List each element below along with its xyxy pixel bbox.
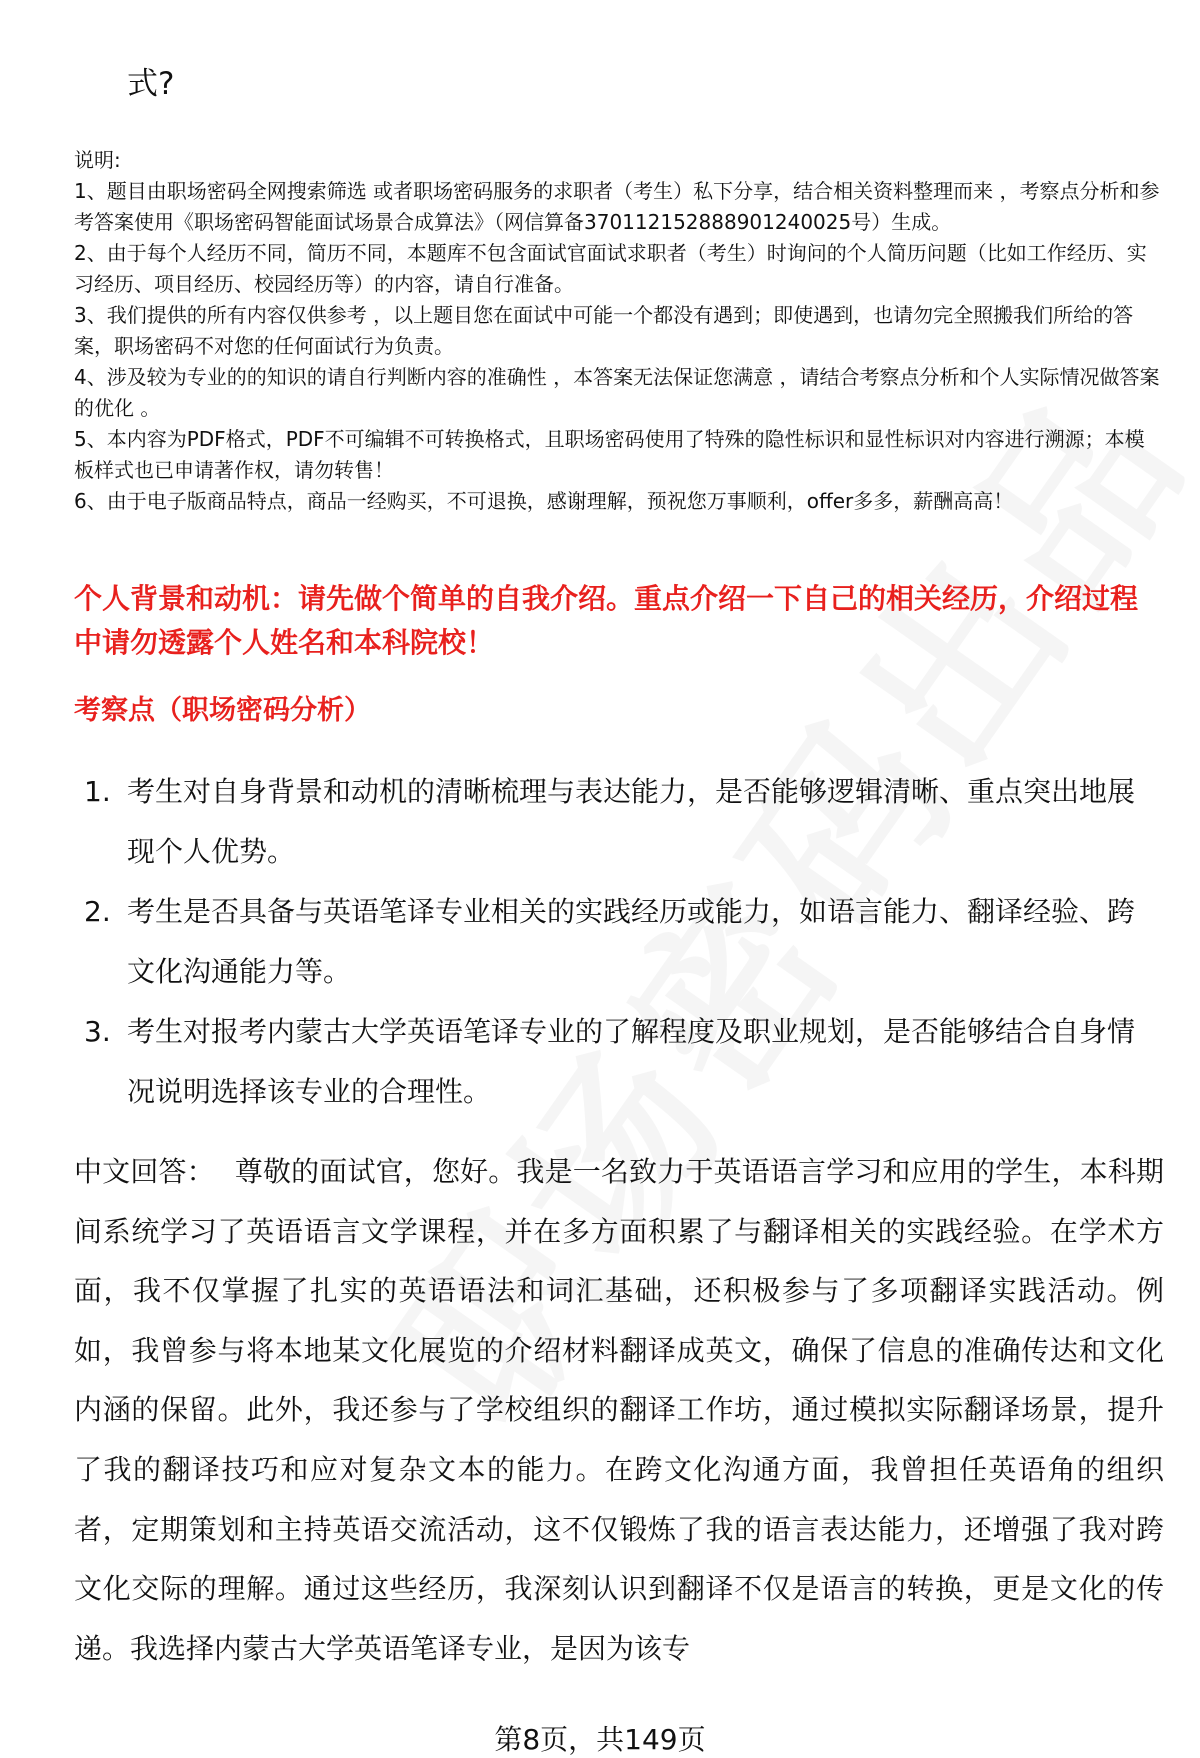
analysis-point <box>84 882 1159 1002</box>
point-number: 2. <box>84 895 111 928</box>
notes-section <box>74 145 1164 517</box>
analysis-point <box>84 1002 1159 1122</box>
answer-text: 尊敬的面试官，您好。我是一名致力于英语语言学习和应用的学生，本科期间系统学习了英语语言文学课程，并在多方面积累了与翻译相关的实践经验。在学术方面，我不仅掌握了扎实的英语语法和词汇基础，还积极参与了多项翻译实践活动。例如，我曾参与将本地某文化展览的介绍材料翻译成英文，确保了信息的准确传达和文化内涵的保留。此外，我还参与了学校组织的翻译工作坊，通过模拟实际翻译场景，提升了我的翻译技巧和应对复杂文本的能力。在跨文化沟通方面，我曾担任英语角的组织者，定期策划和主持英语交流活动，这不仅锻炼了我的语言表达能力，还增强了我对跨文化交际的理解。通过这些经历，我深刻认识到翻译不仅是语言的转换，更是文化的传递。我选择内蒙古大学英语笔译专业，是因为该专 <box>74 1155 1164 1665</box>
answer-label: 中文回答： <box>74 1155 215 1188</box>
analysis-point <box>84 762 1159 882</box>
note-item: 6、由于电子版商品特点，商品一经购买，不可退换，感谢理解，预祝您万事顺利，offer多多，薪酬高高！ <box>74 489 1014 513</box>
analysis-heading: 考察点（职场密码分析） <box>74 695 371 726</box>
point-number: 3. <box>84 1015 111 1048</box>
point-text: 考生对自身背景和动机的清晰梳理与表达能力，是否能够逻辑清晰、重点突出地展现个人优势。 <box>127 775 1136 868</box>
notes-title: 说明: <box>74 148 121 172</box>
point-text: 考生对报考内蒙古大学英语笔译专业的了解程度及职业规划，是否能够结合自身情况说明选择该专业的合理性。 <box>127 1015 1136 1108</box>
page-number: 第8页，共149页 <box>494 1723 706 1756</box>
point-text: 考生是否具备与英语笔译专业相关的实践经历或能力，如语言能力、翻译经验、跨文化沟通能力等。 <box>127 895 1136 988</box>
note-item: 3、我们提供的所有内容仅供参考 ，以上题目您在面试中可能一个都没有遇到；即使遇到，也请勿完全照搬我们所给的答案，职场密码不对您的任何面试行为负责。 <box>74 303 1134 358</box>
question-title: 个人背景和动机：请先做个简单的自我介绍。重点介绍一下自己的相关经历，介绍过程中请勿透露个人姓名和本科院校！ <box>74 582 1139 659</box>
note-item: 1、题目由职场密码全网搜索筛选 或者职场密码服务的求职者（考生）私下分享，结合相关资料整理而来 ，考察点分析和参考答案使用《职场密码智能面试场景合成算法》（网信算备370112152888901240025号）生成。 <box>74 179 1160 234</box>
answer-section <box>74 1142 1164 1678</box>
previous-question-fragment: 式? <box>127 66 175 102</box>
note-item: 4、涉及较为专业的的知识的请自行判断内容的准确性 ，本答案无法保证您满意 ，请结合考察点分析和个人实际情况做答案的优化 。 <box>74 365 1160 420</box>
point-number: 1. <box>84 775 111 808</box>
note-item: 2、由于每个人经历不同，简历不同，本题库不包含面试官面试求职者（考生）时询问的个人简历问题（比如工作经历、实习经历、项目经历、校园经历等）的内容，请自行准备。 <box>74 241 1147 296</box>
analysis-points <box>84 762 1159 1122</box>
note-item: 5、本内容为PDF格式，PDF不可编辑不可转换格式，且职场密码使用了特殊的隐性标识和显性标识对内容进行溯源；本模板样式也已申请著作权，请勿转售！ <box>74 427 1145 482</box>
